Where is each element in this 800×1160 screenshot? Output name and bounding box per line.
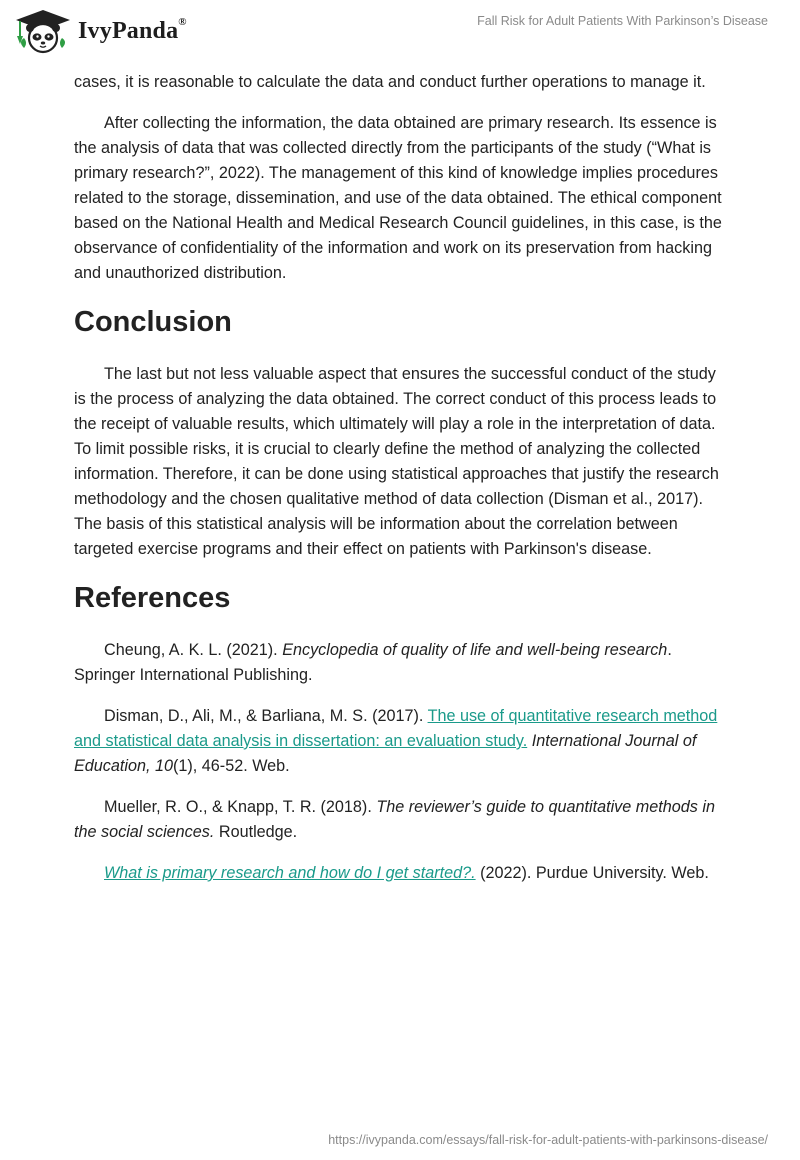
page-header xyxy=(0,0,800,64)
reference-journal: International Journal of Education, xyxy=(74,732,697,775)
reference-mueller xyxy=(74,795,724,845)
reference-title: The reviewer’s guide to quantitative methods in the social sciences. xyxy=(74,798,715,841)
conclusion-heading: Conclusion xyxy=(74,306,232,338)
reference-authors: Mueller, R. O., & Knapp, T. R. (2018). xyxy=(104,798,377,816)
paragraph-conclusion: The last but not less valuable aspect that ensures the successful conduct of the study is the process of analyzing the data obtained. The correct conduct of this process leads to the receipt of valuable results, which ultimately will play a role in the interpretation of data. To limit possible risks, it is crucial to clearly define the method of analyzing the collected information. Therefore, it can be done using statistical approaches that justify the research methodology and the chosen qualitative method of data collection (Disman et al., 2017). The basis of this statistical analysis will be information about the correlation between targeted exercise programs and their effect on patients with Parkinson's disease. xyxy=(74,365,719,558)
reference-publisher: Routledge. xyxy=(214,823,298,841)
reference-link-disman[interactable]: The use of quantitative research method and statistical data analysis in dissertation: an evaluation study. xyxy=(74,707,718,750)
references-heading: References xyxy=(74,582,231,614)
reference-publisher: . Springer International Publishing. xyxy=(74,641,672,684)
brand-name: IvyPanda® xyxy=(78,15,187,44)
paragraph-primary-research: After collecting the information, the data obtained are primary research. Its essence is the analysis of data that was collected directly from the participants of the study (“What is primary research?”, 2022). The management of this kind of knowledge implies procedures related to the storage, dissemination, and use of the data obtained. The ethical component based on the National Health and Medical Research Council guidelines, in this case, is the observance of confidentiality of the information and work on its preservation from hacking and unauthorized distribution. xyxy=(74,114,722,282)
reference-title: Encyclopedia of quality of life and well-being research xyxy=(282,641,668,659)
reference-cheung xyxy=(74,638,724,688)
reference-publisher: (2022). Purdue University. Web. xyxy=(475,864,709,882)
source-url[interactable]: https://ivypanda.com/essays/fall-risk-for-adult-patients-with-parkinsons-disease/ xyxy=(328,1133,768,1147)
essay-content xyxy=(74,70,724,902)
ivypanda-logo[interactable] xyxy=(14,8,187,54)
reference-purdue xyxy=(74,861,724,886)
reference-disman xyxy=(74,704,724,779)
reference-authors: Disman, D., Ali, M., & Barliana, M. S. (2017). xyxy=(104,707,428,725)
reference-link-purdue[interactable]: What is primary research and how do I get started?. xyxy=(104,864,476,882)
paragraph-continued: cases, it is reasonable to calculate the data and conduct further operations to manage it. xyxy=(74,73,706,91)
document-title: Fall Risk for Adult Patients With Parkinson’s Disease xyxy=(477,14,768,28)
panda-graduation-cap-icon xyxy=(14,8,72,54)
reference-volume: 10 xyxy=(155,757,174,775)
reference-authors: Cheung, A. K. L. (2021). xyxy=(104,641,283,659)
reference-pages: (1), 46-52. Web. xyxy=(173,757,290,775)
